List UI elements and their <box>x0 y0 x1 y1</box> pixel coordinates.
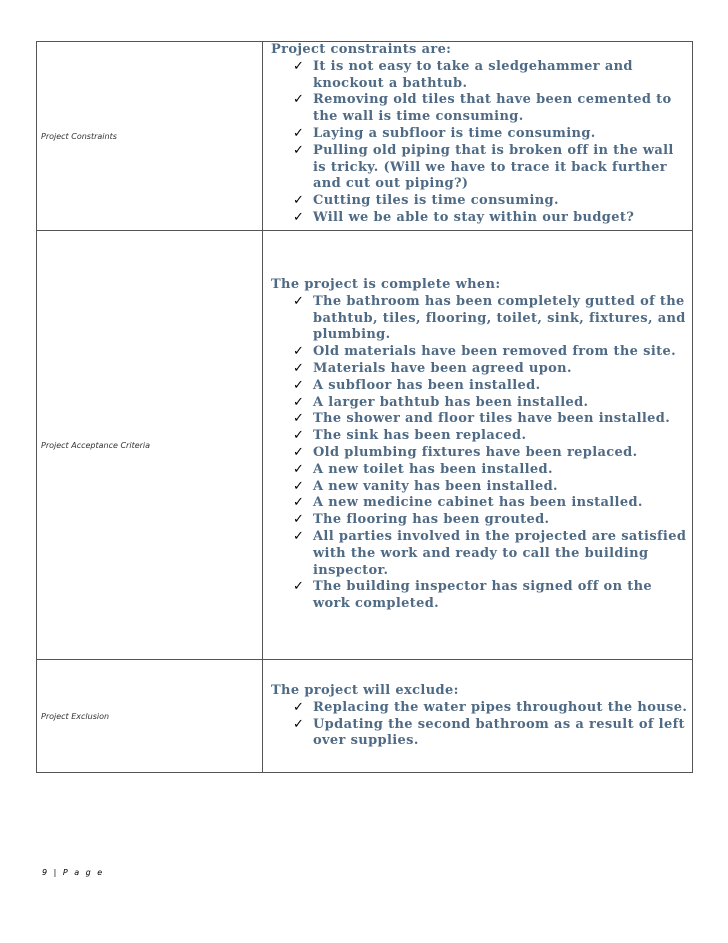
checkmark-icon: ✓ <box>293 394 305 410</box>
checkmark-icon: ✓ <box>293 461 305 477</box>
check-list <box>271 700 688 750</box>
list-item: ✓ A new toilet has been installed. <box>293 461 553 477</box>
row-label: Project Exclusion <box>41 711 110 721</box>
row-label-cell <box>37 231 263 660</box>
list-item: ✓ A larger bathtub has been installed. <box>293 394 589 410</box>
checkmark-icon: ✓ <box>293 478 305 494</box>
check-list <box>271 294 688 613</box>
row-label-cell <box>37 42 263 231</box>
row-label: Project Acceptance Criteria <box>41 440 151 450</box>
table-row-exclusion <box>37 660 693 773</box>
checkmark-icon: ✓ <box>293 699 305 715</box>
checkmark-icon: ✓ <box>293 58 305 74</box>
checkmark-icon: ✓ <box>293 193 305 209</box>
check-list <box>271 59 688 227</box>
checkmark-icon: ✓ <box>293 528 305 544</box>
list-item: ✓ A subfloor has been installed. <box>293 377 541 393</box>
list-item: ✓ The building inspector has signed off on the work completed. <box>293 579 653 612</box>
checkmark-icon: ✓ <box>293 579 305 595</box>
section-heading: The project is complete when: <box>271 277 501 292</box>
row-label-cell <box>37 660 263 773</box>
list-item: ✓ It is not easy to take a sledgehammer and knockout a bathtub. <box>293 58 633 91</box>
list-item: ✓ Pulling old piping that is broken off in the wall is tricky. (Will we have to trace it back further and cut out piping?) <box>293 142 674 192</box>
project-scope-table <box>36 41 693 773</box>
checkmark-icon: ✓ <box>293 377 305 393</box>
list-item: ✓ The bathroom has been completely gutted of the bathtub, tiles, flooring, toilet, sink, fixtures, and plumbing. <box>293 293 686 343</box>
row-content-cell <box>263 231 693 660</box>
section-heading: Project constraints are: <box>271 42 452 57</box>
list-item: ✓ Materials have been agreed upon. <box>293 360 572 376</box>
list-item: ✓ Updating the second bathroom as a result of left over supplies. <box>293 716 685 749</box>
list-item: ✓ The sink has been replaced. <box>293 428 527 444</box>
checkmark-icon: ✓ <box>293 428 305 444</box>
list-item: ✓ Laying a subfloor is time consuming. <box>293 125 596 141</box>
page-number-footer: 9 | P a g e <box>42 868 105 877</box>
list-item: ✓ Cutting tiles is time consuming. <box>293 193 559 209</box>
list-item: ✓ The shower and floor tiles have been installed. <box>293 411 671 427</box>
checkmark-icon: ✓ <box>293 716 305 732</box>
checkmark-icon: ✓ <box>293 411 305 427</box>
list-item: ✓ Replacing the water pipes throughout the house. <box>293 699 688 715</box>
checkmark-icon: ✓ <box>293 495 305 511</box>
row-label: Project Constraints <box>41 131 117 141</box>
row-content-cell <box>263 42 693 231</box>
checkmark-icon: ✓ <box>293 209 305 225</box>
table-row-acceptance <box>37 231 693 660</box>
checkmark-icon: ✓ <box>293 512 305 528</box>
checkmark-icon: ✓ <box>293 125 305 141</box>
list-item: ✓ All parties involved in the projected are satisfied with the work and ready to call the building inspector. <box>293 528 687 578</box>
checkmark-icon: ✓ <box>293 293 305 309</box>
list-item: ✓ A new vanity has been installed. <box>293 478 558 494</box>
section-heading: The project will exclude: <box>271 683 459 698</box>
checkmark-icon: ✓ <box>293 142 305 158</box>
list-item: ✓ The flooring has been grouted. <box>293 512 550 528</box>
list-item: ✓ Old materials have been removed from the site. <box>293 344 676 360</box>
checkmark-icon: ✓ <box>293 344 305 360</box>
checkmark-icon: ✓ <box>293 92 305 108</box>
list-item: ✓ Removing old tiles that have been cemented to the wall is time consuming. <box>293 92 672 125</box>
checkmark-icon: ✓ <box>293 444 305 460</box>
list-item: ✓ Old plumbing fixtures have been replaced. <box>293 444 638 460</box>
row-content-cell <box>263 660 693 773</box>
list-item: ✓ Will we be able to stay within our budget? <box>293 209 635 225</box>
checkmark-icon: ✓ <box>293 360 305 376</box>
table-row-constraints <box>37 42 693 231</box>
list-item: ✓ A new medicine cabinet has been installed. <box>293 495 643 511</box>
